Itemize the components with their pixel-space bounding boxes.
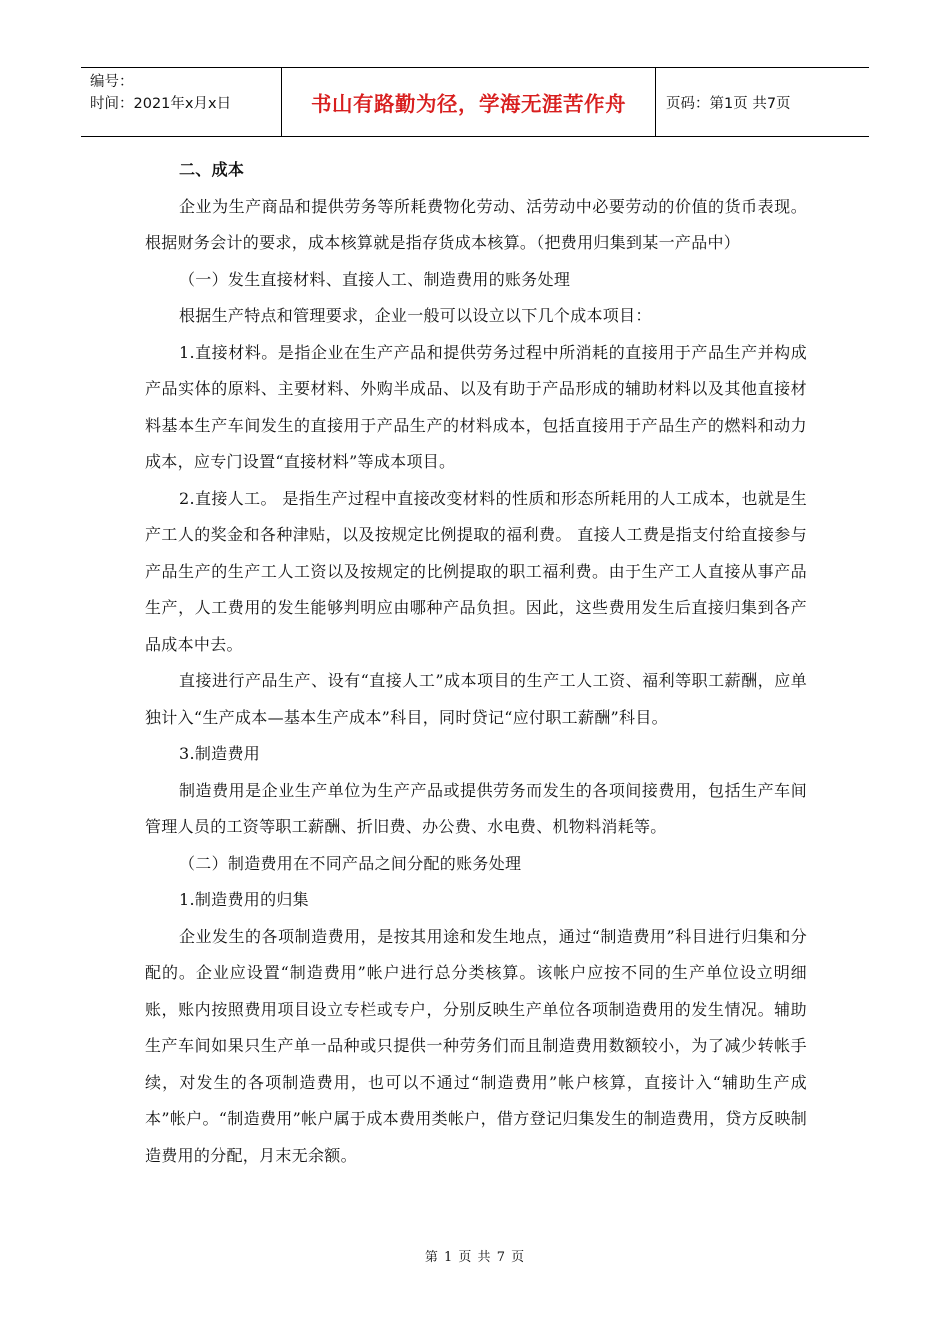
paragraph: 2.直接人工。 是指生产过程中直接改变材料的性质和形态所耗用的人工成本，也就是生产工人的奖金和各种津贴，以及按规定比例提取的福利费。 直接人工费是指支付给直接参与产品生产的生产工人工资以及按规定的比例提取的职工福利费。由于生产工人直接从事产品生产，人工费用的发生能够判明应由哪种产品负担。因此，这些费用发生后直接归集到各产品成本中去。 <box>145 488 807 654</box>
subsection-heading: （一）发生直接材料、直接人工、制造费用的账务处理 <box>179 269 571 289</box>
paragraph: 制造费用是企业生产单位为生产产品或提供劳务而发生的各项间接费用，包括生产车间管理人员的工资等职工薪酬、折旧费、办公费、水电费、机物料消耗等。 <box>145 780 807 836</box>
section-heading: 二、成本 <box>179 160 245 179</box>
paragraph: 1.直接材料。是指企业在生产产品和提供劳务过程中所消耗的直接用于产品生产并构成产品实体的原料、主要材料、外购半成品、以及有助于产品形成的辅助材料以及其他直接材料基本生产车间发生的直接用于产品生产的材料成本，包括直接用于产品生产的燃料和动力成本，应专门设置“直接材料”等成本项目。 <box>145 342 807 471</box>
paragraph: 企业为生产商品和提供劳务等所耗费物化劳动、活劳动中必要劳动的价值的货币表现。根据财务会计的要求，成本核算就是指存货成本核算。（把费用归集到某一产品中） <box>145 196 807 252</box>
paragraph: 企业发生的各项制造费用，是按其用途和发生地点，通过“制造费用”科目进行归集和分配的。企业应设置“制造费用”帐户进行总分类核算。该帐户应按不同的生产单位设立明细账，账内按照费用项目设立专栏或专户，分别反映生产单位各项制造费用的发生情况。辅助生产车间如果只生产单一品种或只提供一种劳务们而且制造费用数额较小，为了减少转帐手续，对发生的各项制造费用，也可以不通过“制造费用”帐户核算，直接计入“辅助生产成本”帐户。“制造费用”帐户属于成本费用类帐户，借方登记归集发生的制造费用，贷方反映制造费用的分配，月末无余额。 <box>145 926 807 1165</box>
page-header <box>81 67 869 137</box>
header-motto: 书山有路勤为径，学海无涯苦作舟 <box>282 68 656 136</box>
document-number: 编号： <box>90 74 134 90</box>
item-heading: 1.制造费用的归集 <box>179 890 309 909</box>
page-footer: 第 1 页 共 7 页 <box>424 1250 526 1265</box>
header-meta <box>81 68 282 136</box>
document-date: 时间：2021年x月x日 <box>90 96 232 112</box>
header-page-number: 页码：第1页 共7页 <box>666 95 791 112</box>
paragraph: 根据生产特点和管理要求，企业一般可以设立以下几个成本项目： <box>179 306 652 325</box>
item-heading: 3.制造费用 <box>179 744 261 763</box>
document-body <box>145 152 807 1174</box>
paragraph: 直接进行产品生产、设有“直接人工”成本项目的生产工人工资、福利等职工薪酬，应单独计入“生产成本—基本生产成本”科目，同时贷记“应付职工薪酬”科目。 <box>145 671 807 727</box>
subsection-heading: （二）制造费用在不同产品之间分配的账务处理 <box>179 853 522 873</box>
